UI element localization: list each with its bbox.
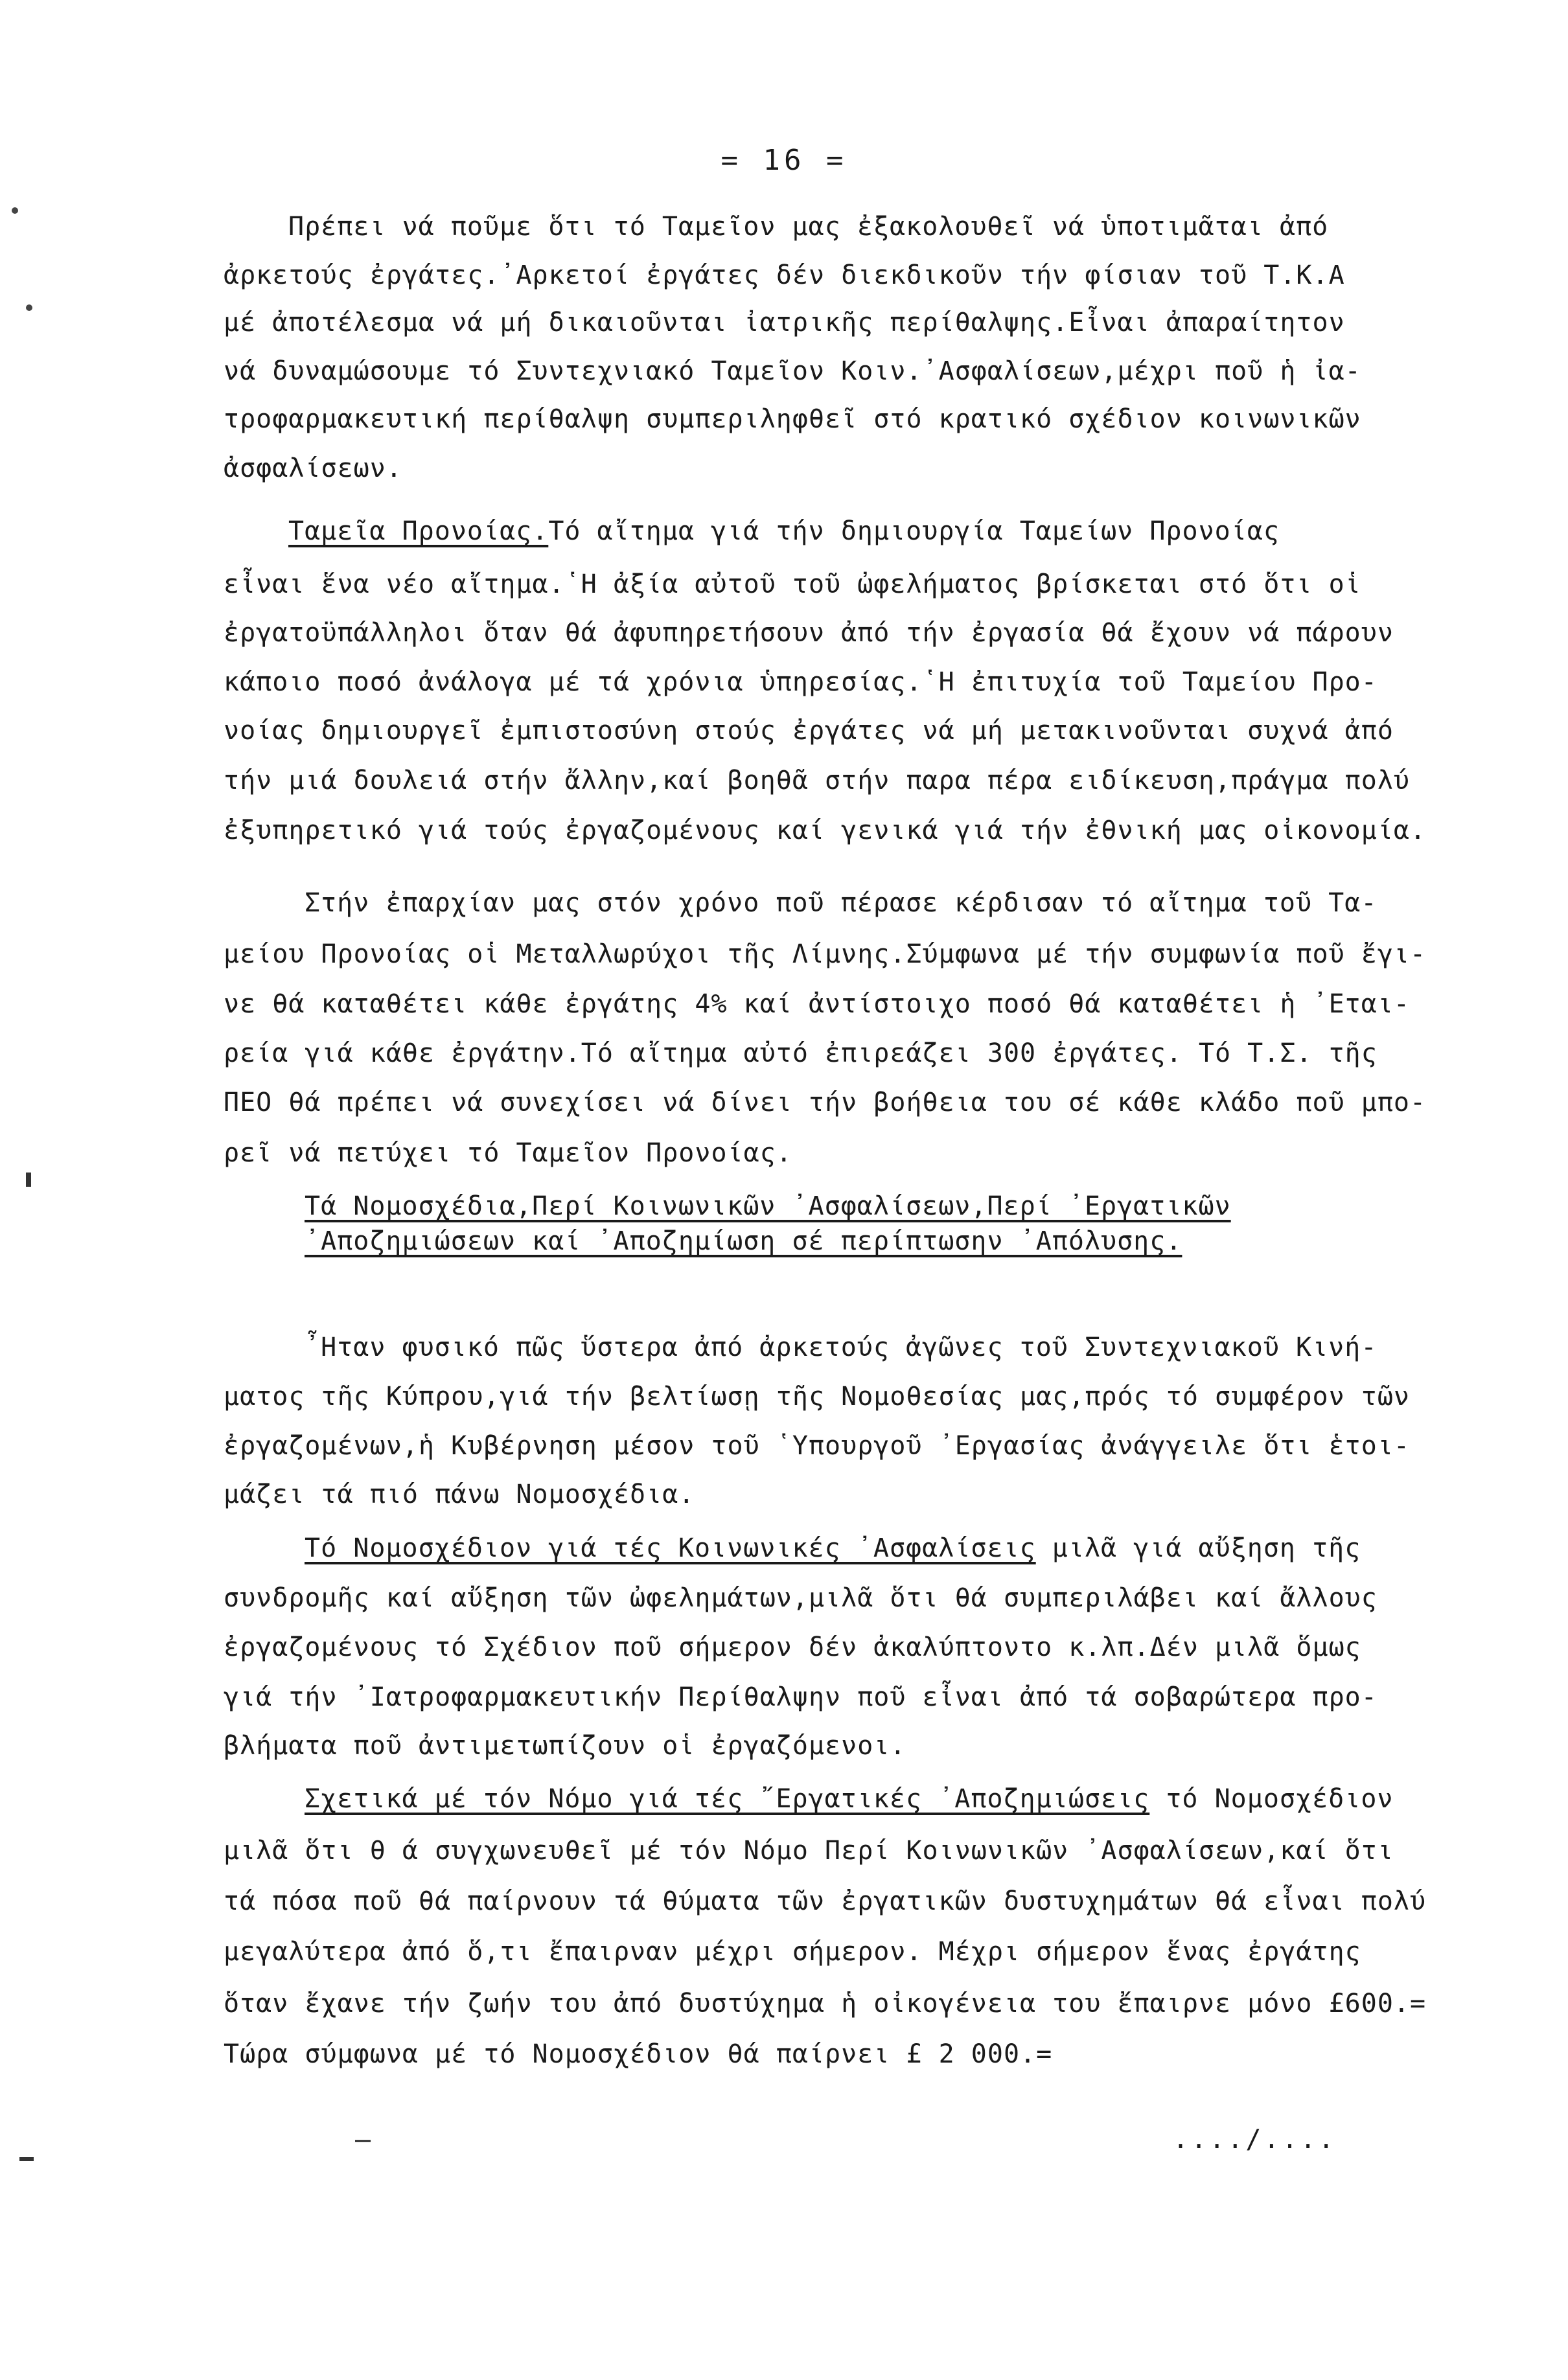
text-line: ρεῖ νά πετύχει τό Ταμεῖον Προνοίας. (224, 1138, 792, 1168)
text-run: μιλᾶ γιά αὔξηση τῆς (1035, 1533, 1361, 1563)
text-line: ἀσφαλίσεων. (224, 453, 402, 483)
section-heading: ᾿Αποζημιώσεων καί ᾿Αποζημίωση σέ περίπτωσην ᾿Απόλυσης. (305, 1226, 1182, 1256)
text-line: ἐργατοϋπάλληλοι ὅταν θά ἀφυπηρετήσουν ἀπό τήν ἐργασία θά ἔχουν νά πάρουν (224, 618, 1394, 648)
margin-dot (12, 207, 18, 214)
text-line: τά πόσα ποῦ θά παίρνουν τά θύματα τῶν ἐργατικῶν δυστυχημάτων θά εἶναι πολύ (224, 1886, 1427, 1916)
text-line: βλήματα ποῦ ἀντιμετωπίζουν οἱ ἐργαζόμενοι. (224, 1731, 906, 1761)
text-line: Πρέπει νά ποῦμε ὅτι τό Ταμεῖον μας ἐξακολουθεῖ νά ὑποτιμᾶται ἀπό (288, 212, 1329, 242)
margin-mark (26, 1173, 31, 1187)
text-line: νά δυναμώσουμε τό Συντεχνιακό Ταμεῖον Κοιν.᾿Ασφαλίσεων,μέχρι ποῦ ἡ ἰα- (224, 356, 1361, 386)
continuation-mark: ..../.... (1173, 2125, 1337, 2155)
paragraph-first-line (288, 518, 1280, 544)
margin-dot (26, 304, 32, 311)
text-line: μάζει τά πιό πάνω Νομοσχέδια. (224, 1480, 695, 1509)
footer-dash: — (355, 2125, 374, 2155)
text-line: τροφαρμακευτική περίθαλψη συμπεριληφθεῖ στό κρατικό σχέδιον κοινωνικῶν (224, 404, 1361, 434)
text-line: ἀρκετούς ἐργάτες.᾿Αρκετοί ἐργάτες δέν διεκδικοῦν τήν φίσιαν τοῦ Τ.Κ.Α (224, 260, 1345, 290)
text-line: νε θά καταθέτει κάθε ἐργάτης 4% καί ἀντίστοιχο ποσό θά καταθέτει ἡ ᾿Εται- (224, 989, 1410, 1019)
text-line: ὅταν ἔχανε τήν ζωήν του ἀπό δυστύχημα ἡ οἰκογένεια του ἔπαιρνε μόνο £600.= (224, 1989, 1427, 2019)
text-line: συνδρομῆς καί αὔξηση τῶν ὠφελημάτων,μιλᾶ ὅτι θά συμπεριλάβει καί ἄλλους (224, 1583, 1378, 1613)
text-line: μεγαλύτερα ἀπό ὅ,τι ἔπαιρναν μέχρι σήμερον. Μέχρι σήμερον ἕνας ἐργάτης (224, 1937, 1361, 1967)
paragraph-first-line (305, 1786, 1394, 1812)
text-line: μέ ἀποτέλεσμα νά μή δικαιοῦνται ἰατρικῆς περίθαλψης.Εἶναι ἀπαραίτητον (224, 308, 1345, 338)
text-line: ΠΕΟ θά πρέπει νά συνεχίσει νά δίνει τήν βοήθεια του σέ κάθε κλάδο ποῦ μπο- (224, 1088, 1427, 1117)
section-heading: Τά Νομοσχέδια,Περί Κοινωνικῶν ᾿Ασφαλίσεων,Περί ᾿Εργατικῶν (305, 1191, 1231, 1221)
text-line: μιλᾶ ὅτι θ ά συγχωνευθεῖ μέ τόν Νόμο Περί Κοινωνικῶν ᾿Ασφαλίσεων,καί ὅτι (224, 1836, 1394, 1866)
page-number: = 16 = (721, 144, 847, 177)
paragraph-first-line (305, 1535, 1361, 1561)
text-run: τό Νομοσχέδιον (1149, 1784, 1394, 1814)
text-line: ματος τῆς Κύπρου,γιά τήν βελτίωσῃ τῆς Νομοθεσίας μας,πρός τό συμφέρον τῶν (224, 1382, 1410, 1412)
text-line: Τώρα σύμφωνα μέ τό Νομοσχέδιον θά παίρνει £ 2 000.= (224, 2039, 1053, 2069)
text-line: τήν μιά δουλειά στήν ἄλλην,καί βοηθᾶ στήν παρα πέρα ειδίκευση,πράγμα πολύ (224, 766, 1410, 795)
text-line: κάποιο ποσό ἀνάλογα μέ τά χρόνια ὑπηρεσίας.῾Η ἐπιτυχία τοῦ Ταμείου Προ- (224, 667, 1378, 697)
text-line: Στήν ἐπαρχίαν μας στόν χρόνο ποῦ πέρασε κέρδισαν τό αἴτημα τοῦ Τα- (305, 888, 1378, 918)
text-line: εἶναι ἕνα νέο αἴτημα.῾Η ἀξία αὐτοῦ τοῦ ὠφελήματος βρίσκεται στό ὅτι οἱ (224, 569, 1361, 599)
text-line: ἐξυπηρετικό γιά τούς ἐργαζομένους καί γενικά γιά τήν ἐθνική μας οἰκονομία. (224, 816, 1427, 845)
section-heading: Ταμεῖα Προνοίας. (288, 516, 549, 546)
text-line: ῏Ηταν φυσικό πῶς ὕστερα ἀπό ἀρκετούς ἀγῶνες τοῦ Συντεχνιακοῦ Κινή- (305, 1333, 1378, 1362)
text-line: μείου Προνοίας οἱ Μεταλλωρύχοι τῆς Λίμνης.Σύμφωνα μέ τήν συμφωνία ποῦ ἔγι- (224, 939, 1427, 969)
section-heading: Σχετικά μέ τόν Νόμο γιά τές ῎Εργατικές ᾿Αποζημιώσεις (305, 1784, 1150, 1814)
text-line: ἐργαζομένους τό Σχέδιον ποῦ σήμερον δέν ἀκαλύπτοντο κ.λπ.Δέν μιλᾶ ὅμως (224, 1632, 1361, 1662)
text-line: γιά τήν ᾿Ιατροφαρμακευτικήν Περίθαλψην ποῦ εἶναι ἀπό τά σοβαρώτερα προ- (224, 1682, 1378, 1712)
section-heading: Τό Νομοσχέδιον γιά τές Κοινωνικές ᾿Ασφαλίσεις (305, 1533, 1036, 1563)
margin-mark (19, 2157, 34, 2161)
text-line: ἐργαζομένων,ἡ Κυβέρνηση μέσον τοῦ ῾Υπουργοῦ ᾿Εργασίας ἀνάγγειλε ὅτι ἑτοι- (224, 1431, 1410, 1461)
text-line: νοίας δημιουργεῖ ἐμπιστοσύνη στούς ἐργάτες νά μή μετακινοῦνται συχνά ἀπό (224, 716, 1394, 746)
text-run: Τό αἴτημα γιά τήν δημιουργία Ταμείων Προνοίας (548, 516, 1280, 546)
text-line: ρεία γιά κάθε ἐργάτην.Τό αἴτημα αὐτό ἐπιρεάζει 300 ἐργάτες. Τό Τ.Σ. τῆς (224, 1038, 1378, 1068)
